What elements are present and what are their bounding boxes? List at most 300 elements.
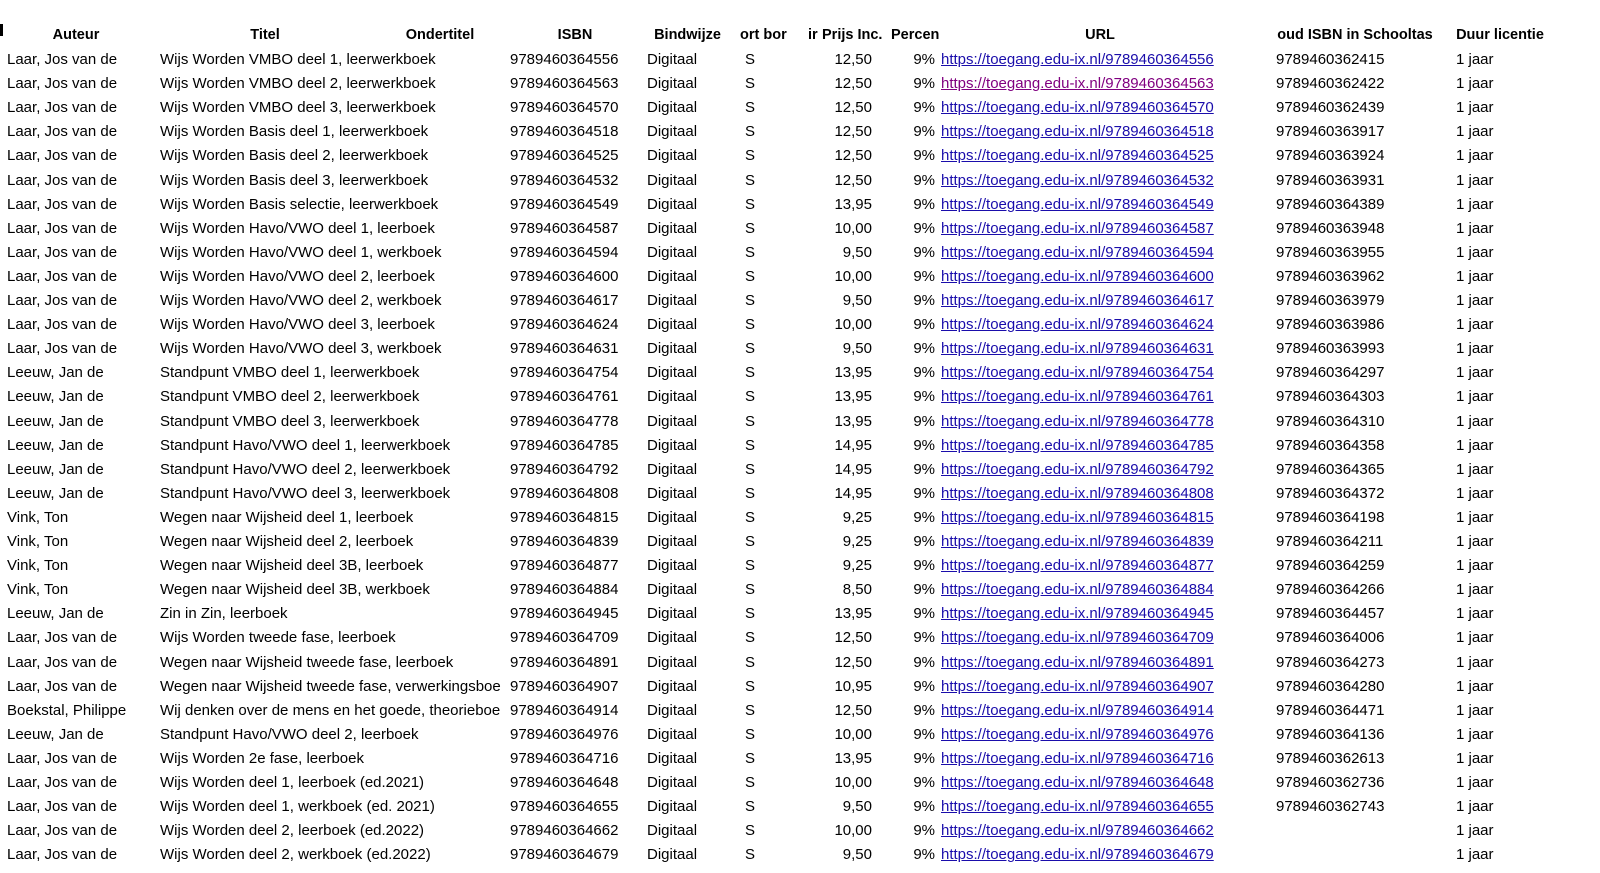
url-link[interactable]: https://toegang.edu-ix.nl/9789460364600 bbox=[941, 267, 1214, 285]
cell-btw[interactable]: 9% bbox=[913, 171, 935, 189]
cell-auteur[interactable]: Laar, Jos van de bbox=[7, 75, 118, 93]
cell-isbn[interactable]: 9789460364815 bbox=[510, 508, 619, 526]
cell-duur[interactable]: 1 jaar bbox=[1456, 725, 1494, 743]
url-link[interactable]: https://toegang.edu-ix.nl/9789460364518 bbox=[941, 123, 1214, 141]
cell-soort[interactable]: S bbox=[745, 749, 756, 767]
cell-duur[interactable]: 1 jaar bbox=[1456, 629, 1494, 647]
cell-isbn[interactable]: 9789460364907 bbox=[510, 677, 619, 695]
cell-prijs[interactable]: 9,25 bbox=[842, 533, 872, 550]
cell-prijs[interactable]: 12,50 bbox=[834, 653, 872, 671]
cell-titel[interactable]: Wegen naar Wijsheid tweede fase, leerboek bbox=[160, 653, 454, 671]
cell-isbn[interactable]: 9789460364839 bbox=[510, 533, 619, 550]
cell-soort[interactable]: S bbox=[745, 605, 756, 623]
cell-isbn[interactable]: 9789460364570 bbox=[510, 99, 619, 117]
cell-isbn[interactable]: 9789460364716 bbox=[510, 749, 619, 767]
cell-oud-isbn[interactable]: 9789460362743 bbox=[1276, 798, 1385, 816]
cell-btw[interactable]: 9% bbox=[913, 51, 935, 68]
cell-soort[interactable]: S bbox=[745, 292, 756, 309]
cell-btw[interactable]: 9% bbox=[913, 340, 935, 358]
cell-oud-isbn[interactable]: 9789460364198 bbox=[1276, 508, 1385, 526]
cell-auteur[interactable]: Laar, Jos van de bbox=[7, 219, 118, 237]
cell-btw[interactable]: 9% bbox=[913, 484, 935, 502]
cell-duur[interactable]: 1 jaar bbox=[1456, 749, 1494, 767]
cell-titel[interactable]: Wijs Worden Havo/VWO deel 3, werkboek bbox=[160, 340, 442, 358]
cell-prijs[interactable]: 12,50 bbox=[834, 701, 872, 719]
cell-auteur[interactable]: Leeuw, Jan de bbox=[7, 605, 104, 623]
cell-auteur[interactable]: Vink, Ton bbox=[7, 557, 69, 575]
cell-oud-isbn[interactable]: 9789460364266 bbox=[1276, 581, 1385, 599]
cell-soort[interactable]: S bbox=[745, 677, 756, 695]
cell-isbn[interactable]: 9789460364778 bbox=[510, 412, 619, 430]
cell-oud-isbn[interactable]: 9789460364471 bbox=[1276, 701, 1385, 719]
url-link[interactable]: https://toegang.edu-ix.nl/9789460364761 bbox=[941, 388, 1214, 406]
url-link[interactable]: https://toegang.edu-ix.nl/9789460364891 bbox=[941, 653, 1214, 671]
cell-bindwijze[interactable]: Digitaal bbox=[647, 677, 698, 695]
cell-duur[interactable]: 1 jaar bbox=[1456, 316, 1494, 334]
cell-btw[interactable]: 9% bbox=[913, 581, 935, 599]
cell-auteur[interactable]: Laar, Jos van de bbox=[7, 677, 118, 695]
cell-btw[interactable]: 9% bbox=[913, 533, 935, 550]
cell-auteur[interactable]: Laar, Jos van de bbox=[7, 292, 118, 309]
cell-soort[interactable]: S bbox=[745, 75, 756, 93]
cell-bindwijze[interactable]: Digitaal bbox=[647, 75, 698, 93]
cell-soort[interactable]: S bbox=[745, 316, 756, 334]
url-link[interactable]: https://toegang.edu-ix.nl/9789460364594 bbox=[941, 243, 1214, 261]
url-link[interactable]: https://toegang.edu-ix.nl/9789460364617 bbox=[941, 292, 1214, 309]
cell-soort[interactable]: S bbox=[745, 219, 756, 237]
cell-oud-isbn[interactable]: 9789460364259 bbox=[1276, 557, 1385, 575]
header-isbn[interactable]: ISBN bbox=[557, 27, 593, 43]
cell-bindwijze[interactable]: Digitaal bbox=[647, 171, 698, 189]
cell-soort[interactable]: S bbox=[745, 629, 756, 647]
cell-soort[interactable]: S bbox=[745, 701, 756, 719]
cell-titel[interactable]: Wijs Worden Basis deel 2, leerwerkboek bbox=[160, 147, 429, 165]
cell-auteur[interactable]: Leeuw, Jan de bbox=[7, 364, 104, 382]
cell-prijs[interactable]: 10,95 bbox=[834, 677, 872, 695]
cell-btw[interactable]: 9% bbox=[913, 75, 935, 93]
cell-btw[interactable]: 9% bbox=[913, 749, 935, 767]
cell-btw[interactable]: 9% bbox=[913, 267, 935, 285]
url-link[interactable]: https://toegang.edu-ix.nl/9789460364570 bbox=[941, 99, 1214, 117]
cell-prijs[interactable]: 9,50 bbox=[842, 292, 872, 309]
cell-isbn[interactable]: 9789460364600 bbox=[510, 267, 619, 285]
cell-prijs[interactable]: 10,00 bbox=[834, 267, 872, 285]
url-link[interactable]: https://toegang.edu-ix.nl/9789460364907 bbox=[941, 677, 1214, 695]
cell-prijs[interactable]: 12,50 bbox=[834, 51, 872, 68]
cell-duur[interactable]: 1 jaar bbox=[1456, 75, 1494, 93]
cell-auteur[interactable]: Laar, Jos van de bbox=[7, 147, 118, 165]
cell-soort[interactable]: S bbox=[745, 822, 756, 840]
cell-bindwijze[interactable]: Digitaal bbox=[647, 822, 698, 840]
cell-soort[interactable]: S bbox=[745, 195, 756, 213]
cell-oud-isbn[interactable]: 9789460364303 bbox=[1276, 388, 1385, 406]
cell-duur[interactable]: 1 jaar bbox=[1456, 581, 1494, 599]
cell-titel[interactable]: Standpunt Havo/VWO deel 2, leerboek bbox=[160, 725, 419, 743]
cell-duur[interactable]: 1 jaar bbox=[1456, 677, 1494, 695]
cell-duur[interactable]: 1 jaar bbox=[1456, 171, 1494, 189]
cell-soort[interactable]: S bbox=[745, 388, 756, 406]
cell-titel[interactable]: Wijs Worden Havo/VWO deel 1, werkboek bbox=[160, 243, 442, 261]
cell-duur[interactable]: 1 jaar bbox=[1456, 388, 1494, 406]
url-link[interactable]: https://toegang.edu-ix.nl/9789460364785 bbox=[941, 436, 1214, 454]
cell-titel[interactable]: Wegen naar Wijsheid deel 3B, werkboek bbox=[160, 581, 430, 599]
cell-prijs[interactable]: 9,50 bbox=[842, 846, 872, 864]
cell-auteur[interactable]: Laar, Jos van de bbox=[7, 340, 118, 358]
cell-oud-isbn[interactable]: 9789460362439 bbox=[1276, 99, 1385, 117]
cell-prijs[interactable]: 12,50 bbox=[834, 75, 872, 93]
cell-prijs[interactable]: 10,00 bbox=[834, 725, 872, 743]
cell-bindwijze[interactable]: Digitaal bbox=[647, 123, 698, 141]
cell-btw[interactable]: 9% bbox=[913, 846, 935, 864]
cell-isbn[interactable]: 9789460364754 bbox=[510, 364, 619, 382]
cell-auteur[interactable]: Leeuw, Jan de bbox=[7, 436, 104, 454]
cell-btw[interactable]: 9% bbox=[913, 123, 935, 141]
url-link[interactable]: https://toegang.edu-ix.nl/9789460364815 bbox=[941, 508, 1214, 526]
cell-btw[interactable]: 9% bbox=[913, 701, 935, 719]
cell-prijs[interactable]: 13,95 bbox=[834, 412, 872, 430]
cell-bindwijze[interactable]: Digitaal bbox=[647, 605, 698, 623]
header-titel[interactable]: Titel bbox=[250, 27, 280, 43]
url-link[interactable]: https://toegang.edu-ix.nl/9789460364914 bbox=[941, 701, 1214, 719]
cell-bindwijze[interactable]: Digitaal bbox=[647, 316, 698, 334]
cell-auteur[interactable]: Laar, Jos van de bbox=[7, 629, 118, 647]
cell-auteur[interactable]: Vink, Ton bbox=[7, 508, 69, 526]
cell-prijs[interactable]: 14,95 bbox=[834, 484, 872, 502]
cell-bindwijze[interactable]: Digitaal bbox=[647, 388, 698, 406]
cell-isbn[interactable]: 9789460364556 bbox=[510, 51, 619, 68]
cell-titel[interactable]: Wijs Worden deel 1, leerboek (ed.2021) bbox=[160, 774, 425, 791]
cell-bindwijze[interactable]: Digitaal bbox=[647, 629, 698, 647]
cell-soort[interactable]: S bbox=[745, 171, 756, 189]
url-link[interactable]: https://toegang.edu-ix.nl/9789460364648 bbox=[941, 774, 1214, 791]
cell-prijs[interactable]: 13,95 bbox=[834, 749, 872, 767]
cell-isbn[interactable]: 9789460364945 bbox=[510, 605, 619, 623]
cell-soort[interactable]: S bbox=[745, 484, 756, 502]
header-auteur[interactable]: Auteur bbox=[52, 27, 100, 43]
cell-auteur[interactable]: Vink, Ton bbox=[7, 581, 69, 599]
url-link[interactable]: https://toegang.edu-ix.nl/9789460364877 bbox=[941, 557, 1214, 575]
header-duur[interactable]: Duur licentie bbox=[1456, 27, 1544, 43]
cell-prijs[interactable]: 10,00 bbox=[834, 822, 872, 840]
cell-bindwijze[interactable]: Digitaal bbox=[647, 653, 698, 671]
url-link[interactable]: https://toegang.edu-ix.nl/9789460364563 bbox=[941, 75, 1214, 93]
cell-bindwijze[interactable]: Digitaal bbox=[647, 508, 698, 526]
cell-btw[interactable]: 9% bbox=[913, 677, 935, 695]
cell-btw[interactable]: 9% bbox=[913, 316, 935, 334]
cell-soort[interactable]: S bbox=[745, 147, 756, 165]
cell-oud-isbn[interactable]: 9789460364297 bbox=[1276, 364, 1385, 382]
cell-titel[interactable]: Standpunt VMBO deel 3, leerwerkboek bbox=[160, 412, 420, 430]
url-link[interactable]: https://toegang.edu-ix.nl/9789460364532 bbox=[941, 171, 1214, 189]
cell-prijs[interactable]: 9,25 bbox=[842, 557, 872, 575]
cell-btw[interactable]: 9% bbox=[913, 388, 935, 406]
header-prijs[interactable]: Prijs Inc. bbox=[822, 27, 883, 43]
cell-oud-isbn[interactable]: 9789460364389 bbox=[1276, 195, 1385, 213]
cell-bindwijze[interactable]: Digitaal bbox=[647, 460, 698, 478]
cell-btw[interactable]: 9% bbox=[913, 653, 935, 671]
cell-auteur[interactable]: Leeuw, Jan de bbox=[7, 725, 104, 743]
cell-btw[interactable]: 9% bbox=[913, 629, 935, 647]
cell-titel[interactable]: Wijs Worden 2e fase, leerboek bbox=[160, 749, 364, 767]
cell-prijs[interactable]: 13,95 bbox=[834, 195, 872, 213]
cell-bindwijze[interactable]: Digitaal bbox=[647, 581, 698, 599]
cell-isbn[interactable]: 9789460364624 bbox=[510, 316, 619, 334]
cell-isbn[interactable]: 9789460364662 bbox=[510, 822, 619, 840]
cell-soort[interactable]: S bbox=[745, 581, 756, 599]
cell-isbn[interactable]: 9789460364785 bbox=[510, 436, 619, 454]
cell-bindwijze[interactable]: Digitaal bbox=[647, 267, 698, 285]
url-link[interactable]: https://toegang.edu-ix.nl/9789460364754 bbox=[941, 364, 1214, 382]
cell-bindwijze[interactable]: Digitaal bbox=[647, 701, 698, 719]
cell-isbn[interactable]: 9789460364518 bbox=[510, 123, 619, 141]
cell-btw[interactable]: 9% bbox=[913, 436, 935, 454]
cell-oud-isbn[interactable]: 9789460362736 bbox=[1276, 774, 1385, 791]
cell-isbn[interactable]: 9789460364761 bbox=[510, 388, 619, 406]
cell-titel[interactable]: Wijs Worden Basis deel 1, leerwerkboek bbox=[160, 123, 429, 141]
cell-oud-isbn[interactable]: 9789460363986 bbox=[1276, 316, 1385, 334]
cell-prijs[interactable]: 12,50 bbox=[834, 147, 872, 165]
cell-bindwijze[interactable]: Digitaal bbox=[647, 340, 698, 358]
cell-bindwijze[interactable]: Digitaal bbox=[647, 219, 698, 237]
cell-prijs[interactable]: 12,50 bbox=[834, 629, 872, 647]
cell-bindwijze[interactable]: Digitaal bbox=[647, 725, 698, 743]
cell-titel[interactable]: Wegen naar Wijsheid deel 1, leerboek bbox=[160, 508, 414, 526]
cell-prijs[interactable]: 10,00 bbox=[834, 316, 872, 334]
cell-oud-isbn[interactable]: 9789460363993 bbox=[1276, 340, 1385, 358]
url-link[interactable]: https://toegang.edu-ix.nl/9789460364709 bbox=[941, 629, 1214, 647]
cell-btw[interactable]: 9% bbox=[913, 243, 935, 261]
cell-titel[interactable]: Wijs Worden VMBO deel 1, leerwerkboek bbox=[160, 51, 436, 68]
cell-duur[interactable]: 1 jaar bbox=[1456, 147, 1494, 165]
cell-duur[interactable]: 1 jaar bbox=[1456, 340, 1494, 358]
cell-duur[interactable]: 1 jaar bbox=[1456, 557, 1494, 575]
cell-prijs[interactable]: 12,50 bbox=[834, 171, 872, 189]
cell-bindwijze[interactable]: Digitaal bbox=[647, 99, 698, 117]
url-link[interactable]: https://toegang.edu-ix.nl/9789460364549 bbox=[941, 195, 1214, 213]
cell-titel[interactable]: Wegen naar Wijsheid deel 3B, leerboek bbox=[160, 557, 424, 575]
url-link[interactable]: https://toegang.edu-ix.nl/9789460364945 bbox=[941, 605, 1214, 623]
header-ondertitel[interactable]: Ondertitel bbox=[405, 27, 475, 43]
cell-soort[interactable]: S bbox=[745, 557, 756, 575]
cell-titel[interactable]: Wijs Worden deel 2, leerboek (ed.2022) bbox=[160, 822, 425, 840]
cell-btw[interactable]: 9% bbox=[913, 725, 935, 743]
cell-titel[interactable]: Standpunt Havo/VWO deel 2, leerwerkboek bbox=[160, 460, 451, 478]
cell-bindwijze[interactable]: Digitaal bbox=[647, 51, 698, 68]
cell-oud-isbn[interactable]: 9789460364273 bbox=[1276, 653, 1385, 671]
cell-bindwijze[interactable]: Digitaal bbox=[647, 846, 698, 864]
cell-oud-isbn[interactable]: 9789460364006 bbox=[1276, 629, 1385, 647]
cell-oud-isbn[interactable]: 9789460364372 bbox=[1276, 484, 1385, 502]
cell-oud-isbn[interactable]: 9789460363948 bbox=[1276, 219, 1385, 237]
cell-oud-isbn[interactable] bbox=[1276, 843, 1416, 867]
cell-prijs[interactable]: 10,00 bbox=[834, 774, 872, 791]
cell-auteur[interactable]: Laar, Jos van de bbox=[7, 316, 118, 334]
cell-btw[interactable]: 9% bbox=[913, 822, 935, 840]
cell-btw[interactable]: 9% bbox=[913, 292, 935, 309]
cell-bindwijze[interactable]: Digitaal bbox=[647, 195, 698, 213]
cell-oud-isbn[interactable]: 9789460364280 bbox=[1276, 677, 1385, 695]
cell-prijs[interactable]: 14,95 bbox=[834, 436, 872, 454]
cell-isbn[interactable]: 9789460364884 bbox=[510, 581, 619, 599]
cell-soort[interactable]: S bbox=[745, 774, 756, 791]
cell-auteur[interactable]: Leeuw, Jan de bbox=[7, 388, 104, 406]
cell-duur[interactable]: 1 jaar bbox=[1456, 219, 1494, 237]
cell-isbn[interactable]: 9789460364792 bbox=[510, 460, 619, 478]
cell-titel[interactable]: Wijs Worden Havo/VWO deel 2, werkboek bbox=[160, 292, 442, 309]
cell-prijs[interactable]: 9,50 bbox=[842, 798, 872, 816]
cell-oud-isbn[interactable]: 9789460363917 bbox=[1276, 123, 1385, 141]
cell-soort[interactable]: S bbox=[745, 364, 756, 382]
cell-prijs[interactable]: 13,95 bbox=[834, 364, 872, 382]
cell-duur[interactable]: 1 jaar bbox=[1456, 195, 1494, 213]
cell-duur[interactable]: 1 jaar bbox=[1456, 822, 1494, 840]
cell-soort[interactable]: S bbox=[745, 340, 756, 358]
cell-auteur[interactable]: Laar, Jos van de bbox=[7, 846, 118, 864]
cell-duur[interactable]: 1 jaar bbox=[1456, 436, 1494, 454]
cell-bindwijze[interactable]: Digitaal bbox=[647, 774, 698, 791]
cell-titel[interactable]: Wijs Worden tweede fase, leerboek bbox=[160, 629, 396, 647]
cell-bindwijze[interactable]: Digitaal bbox=[647, 533, 698, 550]
cell-soort[interactable]: S bbox=[745, 436, 756, 454]
cell-titel[interactable]: Wijs Worden Basis selectie, leerwerkboek bbox=[160, 195, 439, 213]
cell-duur[interactable]: 1 jaar bbox=[1456, 798, 1494, 816]
cell-prijs[interactable]: 10,00 bbox=[834, 219, 872, 237]
cell-bindwijze[interactable]: Digitaal bbox=[647, 292, 698, 309]
cell-duur[interactable]: 1 jaar bbox=[1456, 653, 1494, 671]
cell-isbn[interactable]: 9789460364532 bbox=[510, 171, 619, 189]
cell-isbn[interactable]: 9789460364549 bbox=[510, 195, 619, 213]
header-oud-isbn[interactable]: oud ISBN in Schooltas bbox=[1277, 27, 1433, 43]
header-url[interactable]: URL bbox=[1085, 27, 1115, 43]
cell-oud-isbn[interactable]: 9789460363924 bbox=[1276, 147, 1385, 165]
cell-auteur[interactable]: Laar, Jos van de bbox=[7, 195, 118, 213]
cell-prijs[interactable]: 9,25 bbox=[842, 508, 872, 526]
cell-prijs[interactable]: 8,50 bbox=[842, 581, 872, 599]
cell-soort[interactable]: S bbox=[745, 508, 756, 526]
cell-auteur[interactable]: Laar, Jos van de bbox=[7, 267, 118, 285]
cell-isbn[interactable]: 9789460364655 bbox=[510, 798, 619, 816]
cell-soort[interactable]: S bbox=[745, 460, 756, 478]
cell-isbn[interactable]: 9789460364679 bbox=[510, 846, 619, 864]
url-link[interactable]: https://toegang.edu-ix.nl/9789460364839 bbox=[941, 533, 1214, 550]
url-link[interactable]: https://toegang.edu-ix.nl/9789460364976 bbox=[941, 725, 1214, 743]
cell-auteur[interactable]: Laar, Jos van de bbox=[7, 51, 118, 68]
cell-titel[interactable]: Zin in Zin, leerboek bbox=[160, 605, 288, 623]
cell-oud-isbn[interactable]: 9789460364310 bbox=[1276, 412, 1385, 430]
cell-soort[interactable]: S bbox=[745, 99, 756, 117]
cell-duur[interactable]: 1 jaar bbox=[1456, 484, 1494, 502]
url-link[interactable]: https://toegang.edu-ix.nl/9789460364662 bbox=[941, 822, 1214, 840]
cell-btw[interactable]: 9% bbox=[913, 798, 935, 816]
url-link[interactable]: https://toegang.edu-ix.nl/9789460364884 bbox=[941, 581, 1214, 599]
cell-oud-isbn[interactable]: 9789460362613 bbox=[1276, 749, 1385, 767]
cell-duur[interactable]: 1 jaar bbox=[1456, 364, 1494, 382]
cell-auteur[interactable]: Leeuw, Jan de bbox=[7, 484, 104, 502]
cell-bindwijze[interactable]: Digitaal bbox=[647, 147, 698, 165]
cell-soort[interactable]: S bbox=[745, 725, 756, 743]
cell-duur[interactable]: 1 jaar bbox=[1456, 412, 1494, 430]
cell-btw[interactable]: 9% bbox=[913, 99, 935, 117]
cell-soort[interactable]: S bbox=[745, 51, 756, 68]
url-link[interactable]: https://toegang.edu-ix.nl/9789460364525 bbox=[941, 147, 1214, 165]
cell-soort[interactable]: S bbox=[745, 412, 756, 430]
cell-isbn[interactable]: 9789460364563 bbox=[510, 75, 619, 93]
cell-soort[interactable]: S bbox=[745, 533, 756, 550]
cell-bindwijze[interactable]: Digitaal bbox=[647, 798, 698, 816]
cell-isbn[interactable]: 9789460364976 bbox=[510, 725, 619, 743]
cell-bindwijze[interactable]: Digitaal bbox=[647, 557, 698, 575]
cell-titel[interactable]: Wijs Worden Basis deel 3, leerwerkboek bbox=[160, 171, 429, 189]
cell-titel[interactable]: Wijs Worden VMBO deel 3, leerwerkboek bbox=[160, 99, 436, 117]
cell-btw[interactable]: 9% bbox=[913, 364, 935, 382]
cell-prijs[interactable]: 12,50 bbox=[834, 99, 872, 117]
cell-prijs[interactable]: 9,50 bbox=[842, 340, 872, 358]
cell-isbn[interactable]: 9789460364648 bbox=[510, 774, 619, 791]
cell-duur[interactable]: 1 jaar bbox=[1456, 701, 1494, 719]
cell-prijs[interactable]: 13,95 bbox=[834, 388, 872, 406]
cell-duur[interactable]: 1 jaar bbox=[1456, 460, 1494, 478]
cell-oud-isbn[interactable]: 9789460362422 bbox=[1276, 75, 1385, 93]
cell-titel[interactable]: Wegen naar Wijsheid deel 2, leerboek bbox=[160, 533, 414, 550]
cell-soort[interactable]: S bbox=[745, 267, 756, 285]
cell-oud-isbn[interactable]: 9789460363979 bbox=[1276, 292, 1385, 309]
cell-oud-isbn[interactable]: 9789460364211 bbox=[1276, 533, 1384, 550]
cell-titel[interactable]: Standpunt VMBO deel 1, leerwerkboek bbox=[160, 364, 420, 382]
cell-isbn[interactable]: 9789460364594 bbox=[510, 243, 619, 261]
cell-titel[interactable]: Wegen naar Wijsheid tweede fase, verwerkingsboe bbox=[160, 677, 501, 695]
cell-btw[interactable]: 9% bbox=[913, 412, 935, 430]
cell-bindwijze[interactable]: Digitaal bbox=[647, 412, 698, 430]
cell-duur[interactable]: 1 jaar bbox=[1456, 99, 1494, 117]
cell-auteur[interactable]: Laar, Jos van de bbox=[7, 123, 118, 141]
cell-auteur[interactable]: Laar, Jos van de bbox=[7, 99, 118, 117]
cell-duur[interactable]: 1 jaar bbox=[1456, 292, 1494, 309]
cell-isbn[interactable]: 9789460364525 bbox=[510, 147, 619, 165]
url-link[interactable]: https://toegang.edu-ix.nl/9789460364792 bbox=[941, 460, 1214, 478]
cell-auteur[interactable]: Laar, Jos van de bbox=[7, 774, 118, 791]
cell-titel[interactable]: Standpunt VMBO deel 2, leerwerkboek bbox=[160, 388, 420, 406]
cell-oud-isbn[interactable] bbox=[1276, 819, 1416, 843]
cell-isbn[interactable]: 9789460364891 bbox=[510, 653, 619, 671]
cell-prijs[interactable]: 9,50 bbox=[842, 243, 872, 261]
cell-btw[interactable]: 9% bbox=[913, 195, 935, 213]
cell-soort[interactable]: S bbox=[745, 798, 756, 816]
cell-prijs[interactable]: 12,50 bbox=[834, 123, 872, 141]
cell-duur[interactable]: 1 jaar bbox=[1456, 605, 1494, 623]
cell-titel[interactable]: Standpunt Havo/VWO deel 1, leerwerkboek bbox=[160, 436, 451, 454]
cell-titel[interactable]: Wijs Worden deel 2, werkboek (ed.2022) bbox=[160, 846, 431, 864]
cell-soort[interactable]: S bbox=[745, 123, 756, 141]
cell-isbn[interactable]: 9789460364709 bbox=[510, 629, 619, 647]
cell-soort[interactable]: S bbox=[745, 243, 756, 261]
cell-oud-isbn[interactable]: 9789460362415 bbox=[1276, 51, 1385, 68]
url-link[interactable]: https://toegang.edu-ix.nl/9789460364624 bbox=[941, 316, 1214, 334]
cell-oud-isbn[interactable]: 9789460364136 bbox=[1276, 725, 1385, 743]
cell-titel[interactable]: Wijs Worden VMBO deel 2, leerwerkboek bbox=[160, 75, 436, 93]
cell-soort[interactable]: S bbox=[745, 846, 756, 864]
cell-duur[interactable]: 1 jaar bbox=[1456, 243, 1494, 261]
cell-duur[interactable]: 1 jaar bbox=[1456, 508, 1494, 526]
header-soort[interactable]: ort bor bbox=[740, 27, 787, 43]
url-link[interactable]: https://toegang.edu-ix.nl/9789460364631 bbox=[941, 340, 1214, 358]
cell-bindwijze[interactable]: Digitaal bbox=[647, 749, 698, 767]
cell-titel[interactable]: Wijs Worden Havo/VWO deel 1, leerboek bbox=[160, 219, 435, 237]
cell-auteur[interactable]: Leeuw, Jan de bbox=[7, 460, 104, 478]
cell-isbn[interactable]: 9789460364914 bbox=[510, 701, 619, 719]
cell-oud-isbn[interactable]: 9789460363955 bbox=[1276, 243, 1385, 261]
cell-auteur[interactable]: Boekstal, Philippe bbox=[7, 701, 127, 719]
cell-auteur[interactable]: Laar, Jos van de bbox=[7, 653, 118, 671]
